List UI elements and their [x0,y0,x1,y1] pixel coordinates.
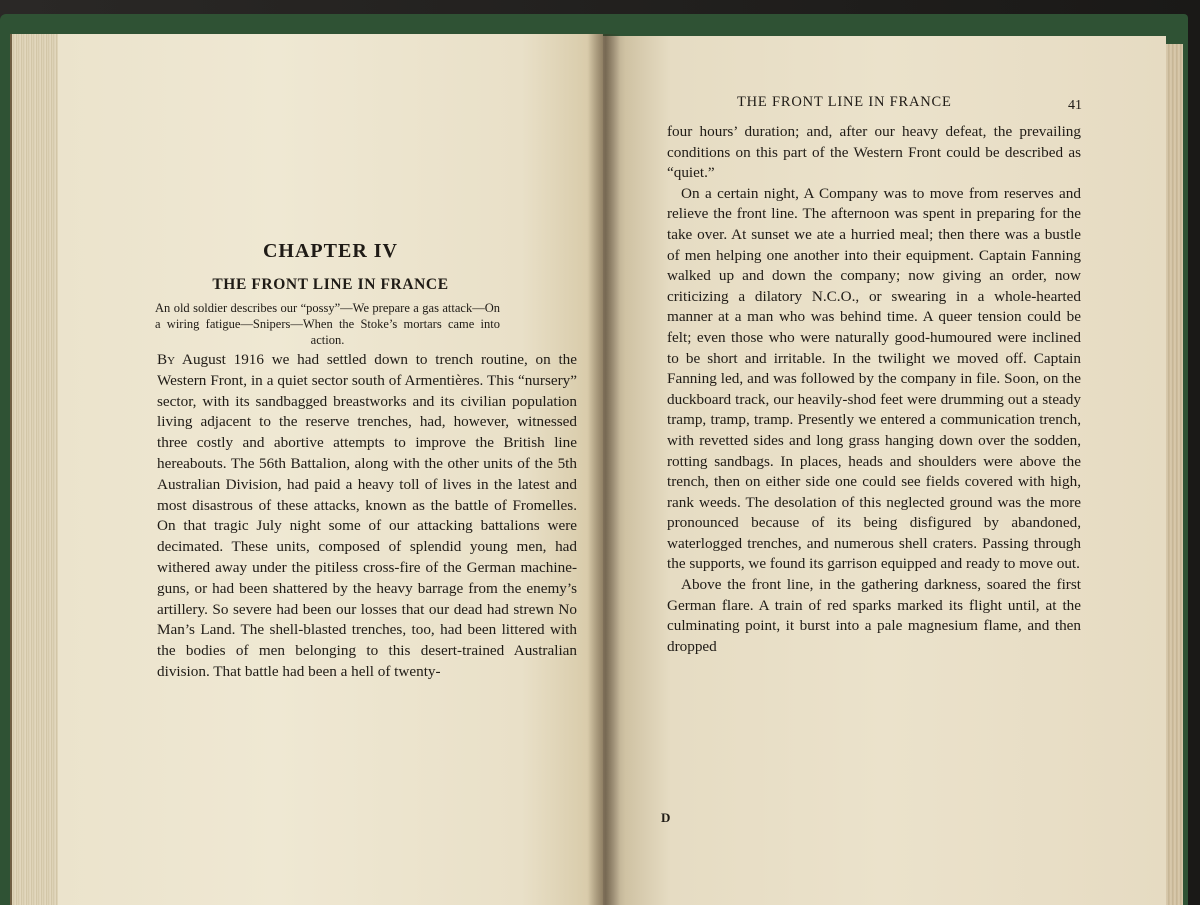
opening-word: By [157,351,176,368]
running-head: THE FRONT LINE IN FRANCE [737,94,952,110]
section-title: THE FRONT LINE IN FRANCE [212,276,449,293]
left-page-body-text: August 1916 we had settled down to trench routine, on the Western Front, in a quiet sector south of Armentières. This “nursery” sector, with its sandbagged breastworks and its civilian population living adjacent to the reserve trenches, had, however, witnessed three costly and abortive attempts to improve the British line hereabouts. The 56th Battalion, along with the other units of the 5th Australian Division, had paid a heavy toll of lives in the latest and most disastrous of these attacks, known as the battle of Fromelles. On that tragic July night some of our attacking battalions were decimated. These units, composed of splendid young men, had withered away under the pitiless cross-fire of the German machine-guns, or had been shattered by the heavy barrage from the enemy’s artillery. So severe had been our losses that our dead had strewn No Man’s Land. The shell-blasted trenches, too, had been littered with the bodies of men belonging to this desert-trained Australian division. That battle had been a hell of twenty- [157,351,577,680]
paragraph: On a certain night, A Company was to move from reserves and relieve the front line. The afternoon was spent in preparing for the take over. At sunset we ate a hurried meal; then there was a bustle of men helping one another into their equipment. Captain Fanning walked up and down the company; now giving an order, now criticizing a dilatory N.C.O., or swearing in a whole-hearted manner at a man who was behind time. A queer tension could be felt; even those who were naturally good-humoured were inclined to be short and irritable. In the twilight we moved off. Captain Fanning led, and was followed by the company in file. Soon, on the duckboard track, our heavily-shod feet were drumming out a steady tramp, tramp, tramp. Presently we entered a communication trench, with revetted sides and long grass hanging down over the sodden, rotting sandbags. In places, heads and shoulders were above the trench, then on either side one could see fields covered with high, rank weeds. The desolation of this neglected ground was the more pronounced because of its being disfigured by abandoned, waterlogged trenches, and numerous shell craters. Passing through the supports, we found its garrison equipped and ready to move out. [667,184,1081,573]
paragraph: four hours’ duration; and, after our heavy defeat, the prevailing conditions on this part of the Western Front could be described as “quiet.” [667,123,1081,182]
page-number: 41 [1068,98,1082,113]
signature-mark: D [661,810,671,825]
chapter-synopsis: An old soldier describes our “possy”—We prepare a gas attack—On a wiring fatigue—Snipers—When the Stoke’s mortars came into action. [155,301,500,347]
right-page-edges [1165,44,1183,905]
left-page-body [157,350,577,683]
chapter-title: CHAPTER IV [262,240,398,262]
left-page [58,34,603,905]
right-page-body [667,122,1081,657]
right-page [603,36,1166,905]
paragraph: Above the front line, in the gathering darkness, soared the first German flare. A train of red sparks marked its flight until, at the culminating point, it burst into a pale magnesium flame, and then dropped [667,576,1081,655]
